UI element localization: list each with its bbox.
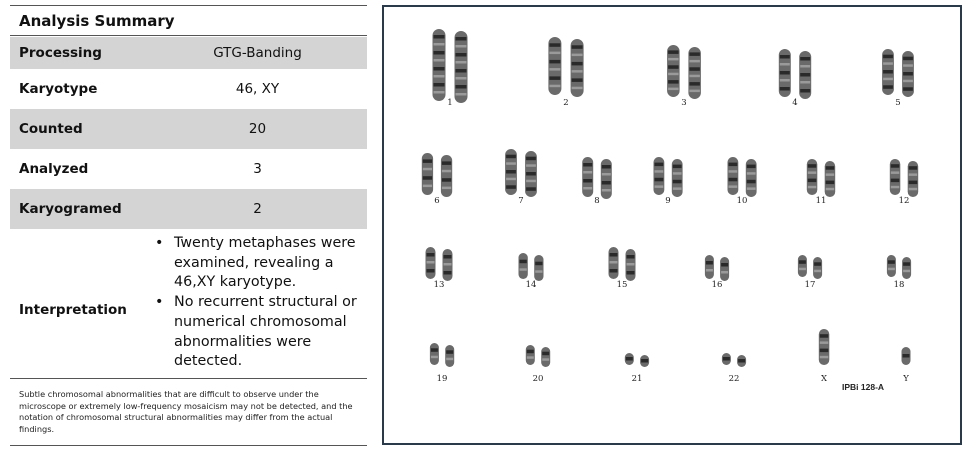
chromosome-band (747, 172, 756, 175)
chromosome-label: 13 (433, 280, 445, 290)
chromosome-6-a (422, 153, 433, 195)
chromosome-band (434, 83, 445, 87)
chromosome-19-b (445, 345, 454, 367)
chromosome-band (903, 270, 910, 273)
chromosome-band (423, 168, 432, 171)
chromosome-band (602, 165, 611, 169)
row-processing (10, 37, 367, 69)
chromosome-1-a (433, 29, 446, 101)
chromosome-band (668, 88, 679, 91)
chromosome-band (444, 255, 452, 259)
chromosome-label: 1 (447, 98, 453, 108)
chromosome-band (542, 352, 549, 356)
chromosome-band (442, 170, 451, 173)
chromosome-band (820, 334, 829, 338)
chromosome-label: 2 (563, 98, 569, 108)
chromosome-band (506, 155, 516, 159)
chromosome-band (729, 163, 738, 167)
chromosome-band (506, 162, 516, 165)
chromosome-band (800, 89, 810, 93)
chromosome-band (572, 70, 583, 73)
chromosome-band (549, 68, 560, 71)
chromosome-band (780, 71, 790, 75)
chromosome-label: 20 (532, 374, 544, 384)
chromosome-17-b (813, 257, 822, 279)
chromosome-band (689, 75, 700, 78)
chromosome-label: 3 (681, 98, 687, 108)
row-label: Karyotype (19, 81, 98, 97)
chromosome-pair-21 (625, 353, 649, 384)
chromosome-band (903, 72, 913, 76)
chromosome-band (883, 62, 893, 65)
chromosome-band (808, 164, 817, 168)
chromosome-band (723, 357, 730, 361)
row-label: Analyzed (19, 161, 89, 177)
chromosome-band (903, 354, 910, 358)
chromosome-band (456, 37, 467, 41)
chromosome-band (814, 262, 821, 266)
row-counted (10, 109, 367, 149)
chromosome-label: 14 (525, 280, 537, 290)
chromosome-band (442, 178, 451, 182)
chromosome-band (903, 87, 913, 91)
chromosome-band (572, 87, 583, 90)
chromosome-band (456, 69, 467, 73)
chromosome-band (427, 253, 435, 257)
chromosome-label: 9 (665, 196, 671, 206)
chromosome-band (883, 55, 893, 59)
chromosome-band (689, 90, 700, 93)
chromosome-band (583, 163, 592, 167)
chromosome-band (431, 356, 438, 359)
chromosome-band (434, 75, 445, 78)
chromosome-band (444, 263, 452, 266)
analysis-summary-table (10, 5, 367, 446)
row-label: Karyogramed (19, 201, 122, 217)
chromosome-band (583, 179, 592, 183)
chromosome-label: 7 (518, 196, 524, 206)
chromosome-band (583, 187, 592, 190)
chromosome-pair-11 (807, 159, 835, 206)
chromosome-band (891, 164, 900, 168)
interpretation-item: • No recurrent structural or numerical chromosomal abnormalities were detected. (155, 294, 357, 370)
chromosome-band (820, 356, 829, 359)
chromosome-label: 22 (728, 374, 740, 384)
chromosome-band (780, 63, 790, 66)
chromosome-band (826, 166, 835, 170)
chromosome-band (883, 70, 893, 74)
chromosome-band (888, 260, 895, 264)
chromosome-band (729, 185, 738, 188)
chromosome-band (673, 172, 682, 175)
chromosome-pair-10 (728, 157, 757, 206)
chromosome-band (572, 45, 583, 49)
chromosome-label: 18 (893, 280, 905, 290)
chromosome-band (610, 269, 618, 273)
chromosome-band (549, 60, 560, 64)
chromosome-label: X (820, 374, 828, 384)
chromosome-16-a (705, 255, 714, 279)
chromosome-band (668, 73, 679, 76)
chromosome-pair-4 (779, 49, 811, 108)
row-value: 46, XY (235, 81, 280, 97)
chromosome-band (456, 45, 467, 48)
chromosome-band (446, 358, 453, 361)
chromosome-band (572, 62, 583, 66)
chromosome-band (808, 171, 817, 174)
chromosome-band (668, 65, 679, 69)
chromosome-band (808, 179, 817, 183)
chromosome-band (427, 261, 435, 264)
chromosome-band (456, 85, 467, 89)
chromosome-band (814, 270, 821, 273)
chromosome-band (673, 165, 682, 169)
chromosome-pair-6 (422, 153, 452, 206)
chromosome-6-b (441, 155, 452, 197)
chromosome-band (610, 261, 618, 264)
chromosome-band (506, 185, 516, 189)
chromosome-band (903, 80, 913, 83)
interpretation-list (155, 234, 367, 372)
chromosome-pair-1 (433, 29, 468, 108)
chromosome-band (434, 35, 445, 39)
chromosome-band (689, 60, 700, 63)
chromosome-band (627, 255, 635, 259)
chromosome-band (602, 189, 611, 192)
chromosome-band (721, 263, 728, 267)
chromosome-band (903, 262, 910, 266)
chromosome-band (627, 263, 635, 266)
chromosome-band (423, 176, 432, 180)
chromosome-band (456, 53, 467, 57)
chromosome-pair-19 (430, 343, 454, 384)
chromosome-band (583, 171, 592, 174)
chromosome-band (909, 188, 918, 191)
chromosome-label: 10 (736, 196, 748, 206)
row-value: 3 (253, 161, 262, 177)
chromosome-pair-2 (548, 37, 583, 108)
chromosome-band (641, 359, 648, 363)
chromosome-pair-Y (902, 347, 911, 384)
chromosome-pair-18 (887, 255, 911, 290)
chromosome-band (444, 271, 452, 275)
chromosome-band (535, 262, 542, 266)
chromosome-band (909, 173, 918, 176)
row-karyotype (10, 69, 367, 109)
row-value: 2 (253, 201, 262, 217)
row-label: Counted (19, 121, 83, 137)
chromosome-band (527, 356, 534, 359)
chromosome-band (602, 173, 611, 176)
chromosome-band (729, 178, 738, 182)
chromosome-band (689, 52, 700, 56)
chromosome-pair-3 (667, 45, 701, 108)
chromosome-label: 4 (792, 98, 798, 108)
chromosome-band (668, 80, 679, 84)
chromosome-band (673, 187, 682, 190)
karyogram-panel (382, 5, 962, 445)
row-label: Processing (19, 45, 102, 61)
chromosome-band (891, 186, 900, 189)
chromosome-band (903, 57, 913, 61)
chromosome-band (520, 260, 527, 264)
chromosome-band (888, 268, 895, 271)
chromosome-band (909, 166, 918, 170)
chromosome-19-a (430, 343, 439, 365)
chromosome-band (526, 164, 536, 167)
chromosome-band (542, 358, 549, 361)
chromosome-band (423, 159, 432, 163)
karyogram-image (384, 7, 960, 443)
chromosome-pair-7 (505, 149, 537, 206)
chromosome-band (627, 271, 635, 275)
chromosome-band (456, 77, 467, 80)
chromosome-label: 19 (436, 374, 448, 384)
chromosome-band (826, 173, 835, 176)
summary-title: Analysis Summary (10, 5, 367, 36)
chromosome-pair-13 (426, 247, 453, 290)
chromosome-band (434, 91, 445, 94)
chromosome-band (800, 57, 810, 61)
chromosome-pair-9 (654, 157, 683, 206)
chromosome-band (883, 78, 893, 81)
chromosome-band (527, 350, 534, 354)
interpretation-item: • Twenty metaphases were examined, revealing a 46,XY karyotype. (155, 235, 356, 291)
chromosome-band (668, 58, 679, 61)
chromosome-pair-14 (519, 253, 544, 290)
cell-line-label: IPBi 128-A (842, 382, 885, 392)
chromosome-band (673, 180, 682, 184)
chromosome-band (526, 187, 536, 191)
chromosome-band (800, 81, 810, 84)
chromosome-label: 17 (804, 280, 816, 290)
chromosome-16-b (720, 257, 729, 281)
chromosome-pair-17 (798, 255, 822, 290)
chromosome-band (655, 185, 664, 188)
chromosome-14-a (519, 253, 528, 279)
chromosome-label: 16 (711, 280, 723, 290)
chromosome-band (655, 178, 664, 182)
chromosome-18-a (887, 255, 896, 277)
chromosome-band (800, 73, 810, 77)
chromosome-band (434, 51, 445, 55)
chromosome-band (549, 76, 560, 80)
chromosome-18-b (902, 257, 911, 279)
chromosome-band (799, 268, 806, 271)
chromosome-band (506, 170, 516, 174)
chromosome-band (572, 54, 583, 57)
chromosome-band (431, 348, 438, 352)
chromosome-band (456, 61, 467, 64)
chromosome-band (780, 87, 790, 91)
chromosome-band (526, 180, 536, 183)
chromosome-band (883, 85, 893, 89)
chromosome-band (729, 170, 738, 173)
chromosome-band (446, 350, 453, 354)
chromosome-label: 15 (616, 280, 628, 290)
chromosome-band (820, 341, 829, 344)
chromosome-band (808, 186, 817, 189)
chromosome-band (520, 268, 527, 271)
row-value: 20 (248, 121, 267, 137)
chromosome-band (780, 79, 790, 82)
row-analyzed (10, 149, 367, 189)
chromosome-label: 8 (594, 196, 600, 206)
chromosome-pair-22 (722, 353, 746, 384)
chromosome-20-a (526, 345, 535, 365)
chromosome-band (427, 269, 435, 273)
chromosome-band (891, 171, 900, 174)
chromosome-band (506, 178, 516, 181)
chromosome-1-b (455, 31, 468, 103)
chromosome-band (610, 253, 618, 257)
chromosome-band (689, 82, 700, 86)
chromosome-band (572, 78, 583, 82)
chromosome-pair-16 (705, 255, 729, 290)
disclaimer-note: Subtle chromosomal abnormalities that are difficult to observe under the microscope or extremely low-frequency mosaicism may not be detected, and the notation of chromosomal structural abnormalities may differ from the actual findings. (10, 378, 367, 446)
chromosome-band (434, 67, 445, 71)
chromosome-band (747, 180, 756, 184)
chromosome-band (655, 163, 664, 167)
chromosome-band (820, 349, 829, 353)
chromosome-label: 21 (631, 374, 643, 384)
chromosome-pair-8 (582, 157, 612, 206)
chromosome-band (434, 43, 445, 46)
chromosome-band (903, 64, 913, 67)
chromosome-band (442, 187, 451, 190)
chromosome-band (891, 179, 900, 183)
chromosome-band (799, 260, 806, 264)
chromosome-band (602, 181, 611, 185)
chromosome-17-a (798, 255, 807, 277)
chromosome-band (721, 271, 728, 274)
chromosome-20-b (541, 347, 550, 367)
chromosome-band (423, 185, 432, 188)
row-karyogramed (10, 189, 367, 229)
chromosome-band (706, 269, 713, 272)
chromosome-band (668, 50, 679, 54)
chromosome-band (526, 157, 536, 161)
chromosome-band (549, 85, 560, 88)
chromosome-14-b (534, 255, 543, 281)
chromosome-label: 5 (895, 98, 901, 108)
chromosome-band (526, 172, 536, 176)
chromosome-band (626, 357, 633, 361)
chromosome-band (826, 181, 835, 185)
chromosome-label: Y (903, 374, 909, 384)
chromosome-band (747, 187, 756, 190)
chromosome-band (535, 270, 542, 273)
chromosome-band (549, 43, 560, 47)
chromosome-pair-12 (890, 159, 918, 206)
chromosome-label: 6 (434, 196, 440, 206)
chromosome-band (689, 67, 700, 71)
chromosome-label: 11 (815, 196, 827, 206)
chromosome-band (442, 161, 451, 165)
chromosome-band (780, 55, 790, 59)
chromosome-band (655, 170, 664, 173)
chromosome-pair-15 (609, 247, 636, 290)
row-label: Interpretation (19, 302, 127, 318)
row-interpretation (10, 234, 367, 374)
chromosome-pair-X (819, 329, 830, 384)
chromosome-band (434, 59, 445, 62)
chromosome-pair-20 (526, 345, 550, 384)
chromosome-label: 12 (898, 196, 910, 206)
chromosome-band (549, 52, 560, 55)
chromosome-band (909, 181, 918, 185)
chromosome-band (738, 359, 745, 363)
chromosome-band (826, 188, 835, 191)
chromosome-band (800, 65, 810, 68)
chromosome-band (747, 165, 756, 169)
row-value: GTG-Banding (213, 45, 302, 61)
chromosome-band (706, 261, 713, 265)
chromosome-pair-5 (882, 49, 914, 108)
chromosome-band (456, 93, 467, 96)
